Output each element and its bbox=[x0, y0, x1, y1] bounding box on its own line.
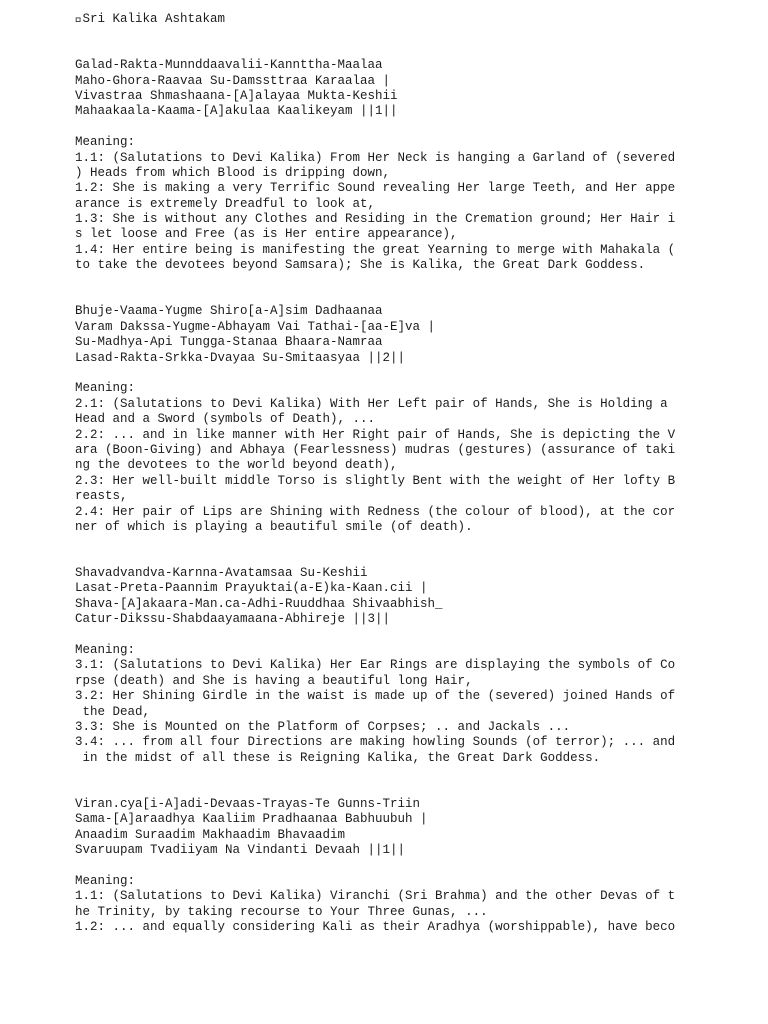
text-line: 1.3: She is without any Clothes and Residing in the Cremation ground; Her Hair i bbox=[75, 212, 676, 227]
text-line: Meaning: bbox=[75, 381, 136, 396]
text-line: the Dead, bbox=[75, 704, 151, 719]
text-line bbox=[75, 366, 755, 381]
text-line: Galad-Rakta-Munnddaavalii-Kannttha-Maalaa bbox=[75, 58, 383, 73]
text-line: in the midst of all these is Reigning Kalika, the Great Dark Goddess. bbox=[75, 750, 601, 765]
text-line: to take the devotees beyond Samsara); She is Kalika, the Great Dark Goddess. bbox=[75, 258, 646, 273]
document-text bbox=[75, 12, 755, 935]
text-line bbox=[75, 858, 755, 873]
text-line: arance is extremely Dreadful to look at, bbox=[75, 196, 376, 211]
text-line: s let loose and Free (as is Her entire appearance), bbox=[75, 227, 458, 242]
text-line: Vivastraa Shmashaana-[A]alayaa Mukta-Keshii bbox=[75, 88, 398, 103]
text-line bbox=[75, 289, 755, 304]
text-line: 1.1: (Salutations to Devi Kalika) From Her Neck is hanging a Garland of (severed bbox=[75, 150, 676, 165]
text-line: 1.4: Her entire being is manifesting the great Yearning to merge with Mahakala ( bbox=[75, 242, 676, 257]
text-line: reasts, bbox=[75, 489, 128, 504]
text-line: Lasad-Rakta-Srkka-Dvayaa Su-Smitaasyaa ||2|| bbox=[75, 350, 406, 365]
text-line: 2.1: (Salutations to Devi Kalika) With Her Left pair of Hands, She is Holding a bbox=[75, 396, 668, 411]
text-line: ) Heads from which Blood is dripping down, bbox=[75, 165, 391, 180]
text-line: Svaruupam Tvadiiyam Na Vindanti Devaah ||1|| bbox=[75, 843, 406, 858]
text-line: Lasat-Preta-Paannim Prayuktai(a-E)ka-Kaan.cii | bbox=[75, 581, 428, 596]
text-line: Catur-Dikssu-Shabdaayamaana-Abhireje ||3|| bbox=[75, 612, 391, 627]
text-line: 3.3: She is Mounted on the Platform of Corpses; .. and Jackals ... bbox=[75, 719, 571, 734]
text-line bbox=[75, 782, 755, 797]
text-line bbox=[75, 766, 755, 781]
text-line: he Trinity, by taking recourse to Your Three Gunas, ... bbox=[75, 904, 488, 919]
text-line: ng the devotees to the world beyond death), bbox=[75, 458, 398, 473]
text-line: Varam Dakssa-Yugme-Abhayam Vai Tathai-[aa-E]va | bbox=[75, 319, 436, 334]
text-line bbox=[75, 274, 755, 289]
text-line bbox=[75, 628, 755, 643]
text-line: 1.1: (Salutations to Devi Kalika) Viranchi (Sri Brahma) and the other Devas of t bbox=[75, 889, 676, 904]
text-line:  Sri Kalika Ashtakam bbox=[75, 12, 226, 26]
text-line: Sama-[A]araadhya Kaaliim Pradhaanaa Babhuubuh | bbox=[75, 812, 428, 827]
text-line: 2.3: Her well-built middle Torso is slightly Bent with the weight of Her lofty B bbox=[75, 473, 676, 488]
text-line bbox=[75, 551, 755, 566]
text-line: 3.1: (Salutations to Devi Kalika) Her Ear Rings are displaying the symbols of Co bbox=[75, 658, 676, 673]
text-line: Maho-Ghora-Raavaa Su-Damssttraa Karaalaa | bbox=[75, 73, 391, 88]
text-line: Mahaakaala-Kaama-[A]akulaa Kaalikeyam ||1|| bbox=[75, 104, 398, 119]
text-line: Bhuje-Vaama-Yugme Shiro[a-A]sim Dadhaanaa bbox=[75, 304, 383, 319]
text-line: Shava-[A]akaara-Man.ca-Adhi-Ruuddhaa Shivaabhish_ bbox=[75, 596, 443, 611]
text-line: ner of which is playing a beautiful smile (of death). bbox=[75, 519, 473, 534]
text-line: 2.4: Her pair of Lips are Shining with Redness (the colour of blood), at the cor bbox=[75, 504, 676, 519]
text-line: 1.2: She is making a very Terrific Sound revealing Her large Teeth, and Her appe bbox=[75, 181, 676, 196]
text-line: 1.2: ... and equally considering Kali as their Aradhya (worshippable), have beco bbox=[75, 920, 676, 935]
text-line: Shavadvandva-Karnna-Avatamsaa Su-Keshii bbox=[75, 566, 368, 581]
text-line: Anaadim Suraadim Makhaadim Bhavaadim bbox=[75, 827, 346, 842]
text-line: Meaning: bbox=[75, 873, 136, 888]
text-line: Head and a Sword (symbols of Death), ... bbox=[75, 412, 376, 427]
text-line bbox=[75, 43, 755, 58]
text-line: rpse (death) and She is having a beautiful long Hair, bbox=[75, 673, 473, 688]
text-line: 3.2: Her Shining Girdle in the waist is made up of the (severed) joined Hands of bbox=[75, 689, 676, 704]
text-line: 3.4: ... from all four Directions are making howling Sounds (of terror); ... and bbox=[75, 735, 676, 750]
text-line bbox=[75, 120, 755, 135]
text-line: Meaning: bbox=[75, 643, 136, 658]
text-line: Su-Madhya-Api Tungga-Stanaa Bhaara-Namraa bbox=[75, 335, 383, 350]
text-line bbox=[75, 535, 755, 550]
text-line: 2.2: ... and in like manner with Her Right pair of Hands, She is depicting the V bbox=[75, 427, 676, 442]
text-line: ara (Boon-Giving) and Abhaya (Fearlessness) mudras (gestures) (assurance of taki bbox=[75, 442, 676, 457]
text-line: Viran.cya[i-A]adi-Devaas-Trayas-Te Gunns-Triin bbox=[75, 796, 421, 811]
text-line: Meaning: bbox=[75, 135, 136, 150]
text-line bbox=[75, 27, 755, 42]
